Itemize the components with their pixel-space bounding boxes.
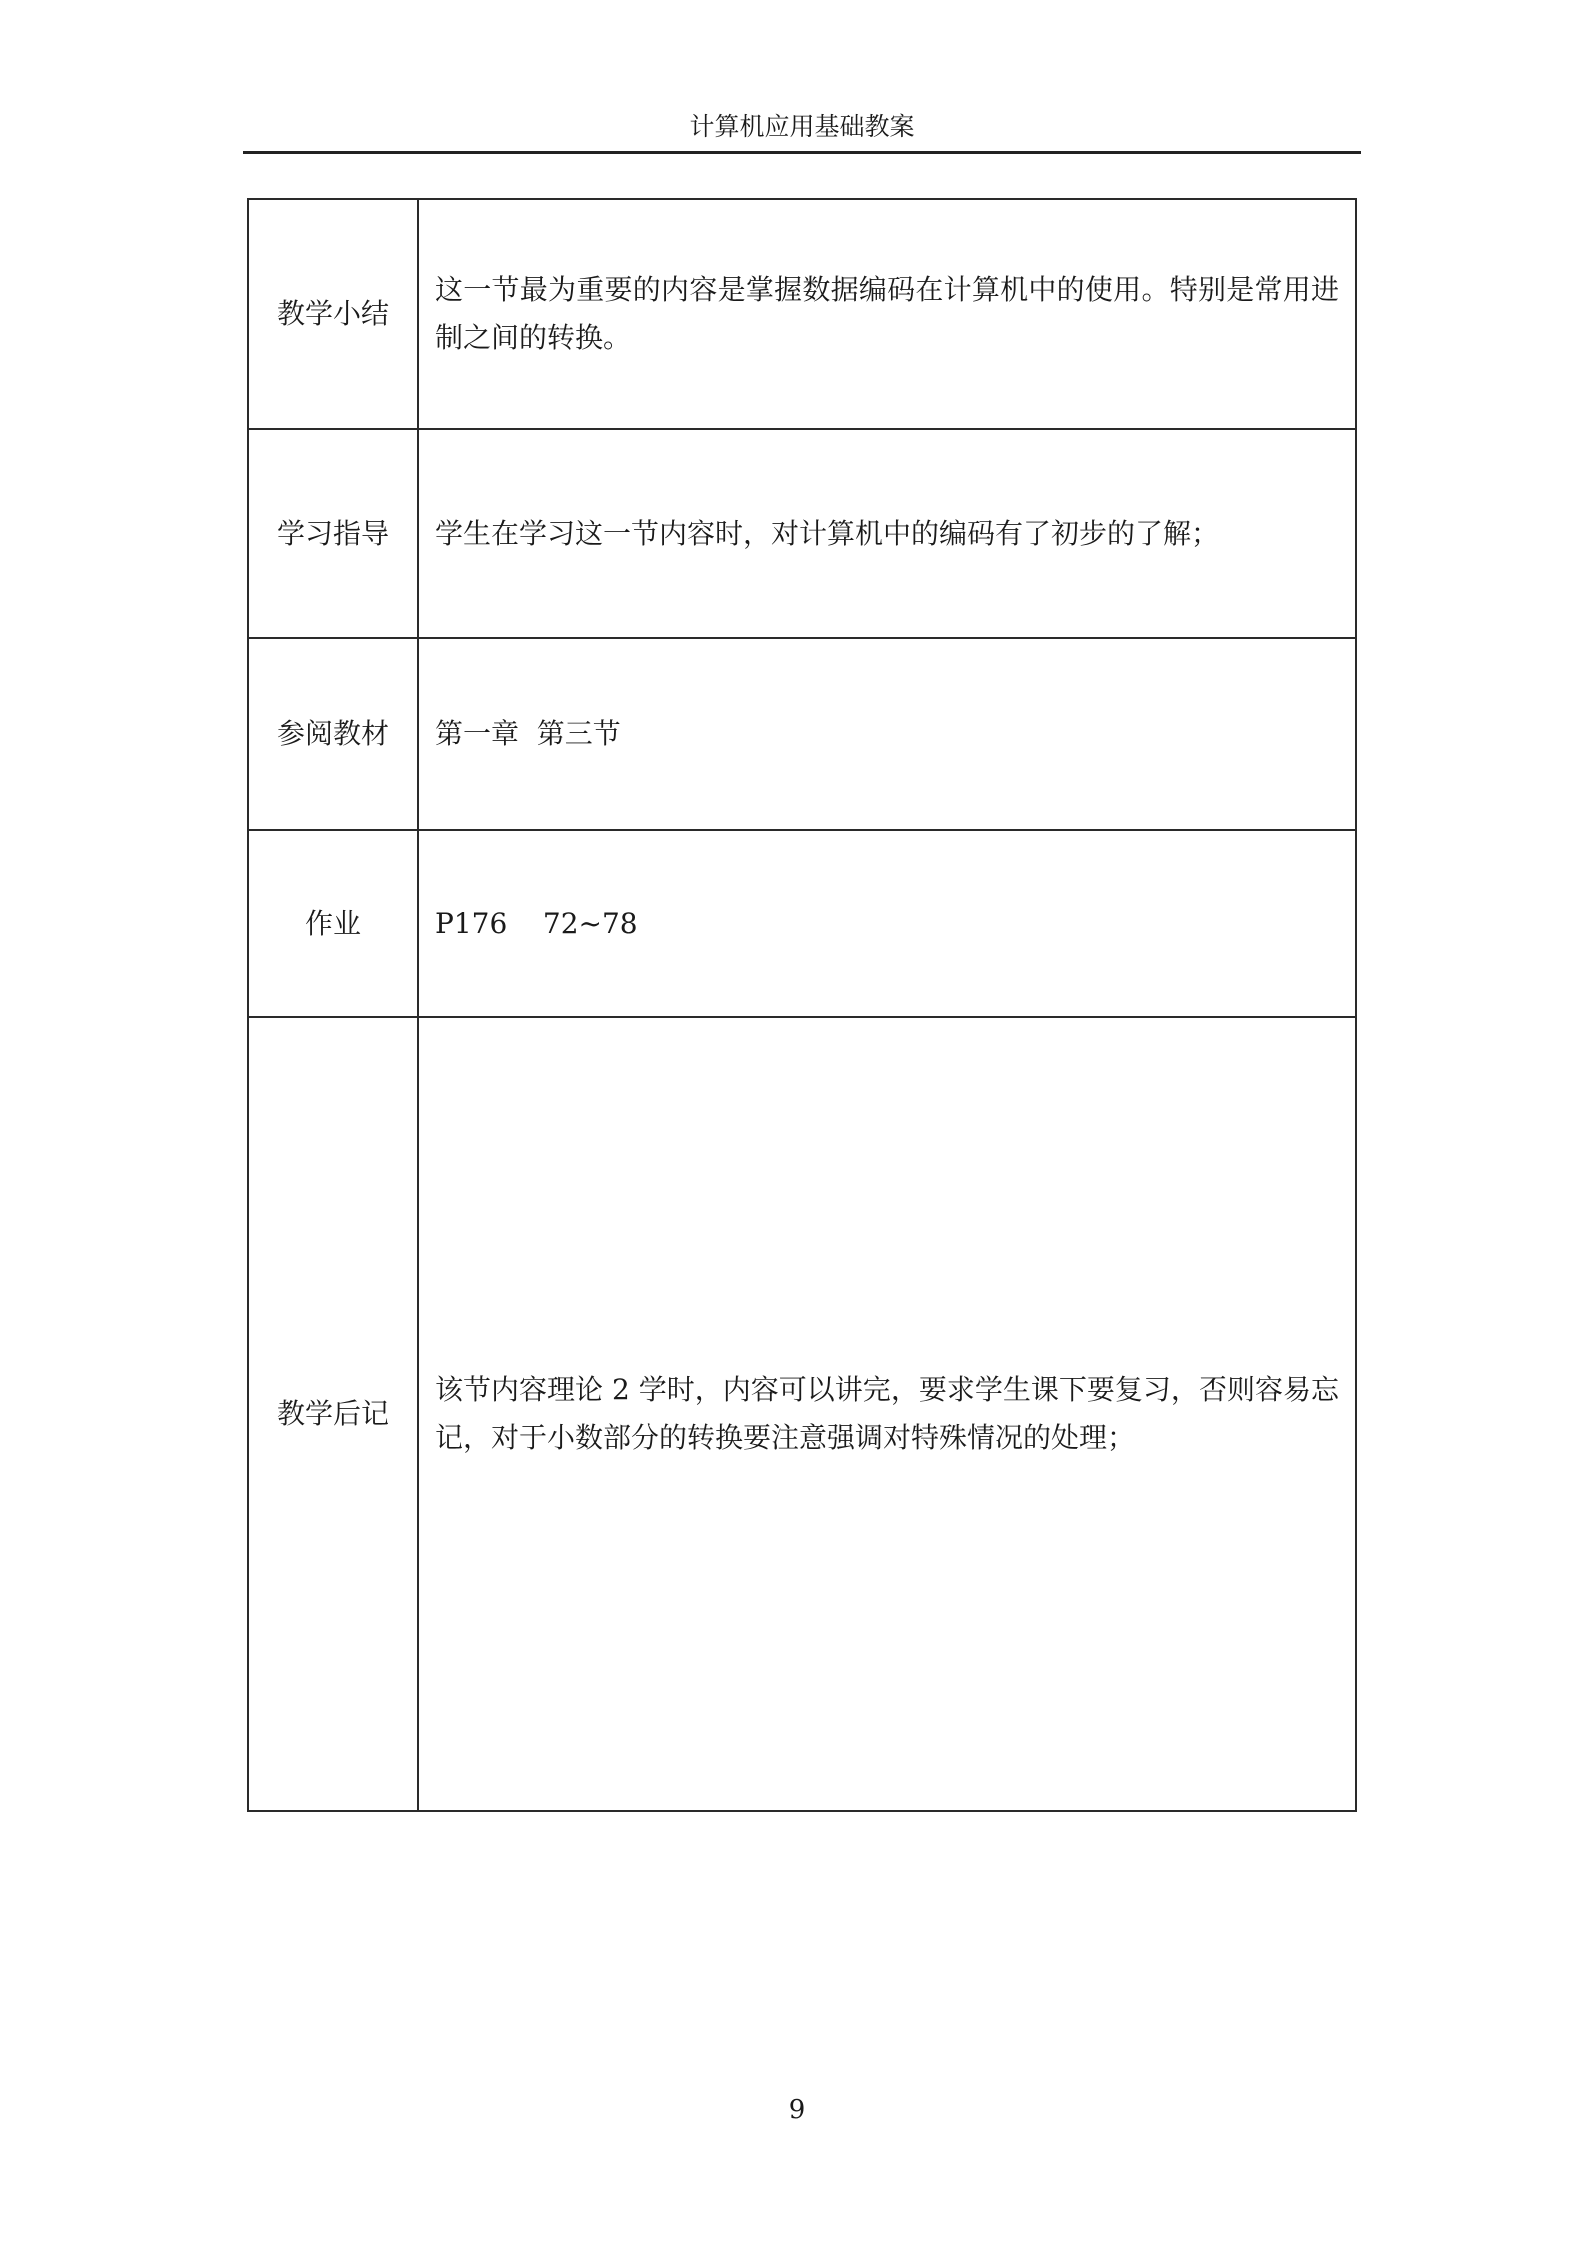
document-title: 计算机应用基础教案 xyxy=(689,112,915,141)
page-number: 9 xyxy=(788,2095,806,2125)
table-row-homework xyxy=(248,830,1356,1017)
table-row-study-guide xyxy=(248,429,1356,638)
lesson-plan-table xyxy=(247,198,1357,1812)
running-header xyxy=(243,110,1361,154)
row-content-study-guide: 学生在学习这一节内容时，对计算机中的编码有了初步的了解； xyxy=(418,429,1356,638)
table-row-reference-textbook xyxy=(248,638,1356,830)
row-content-homework: P176 72~78 xyxy=(418,830,1356,1017)
row-label-teaching-summary: 教学小结 xyxy=(248,199,418,429)
row-content-reference-textbook: 第一章 第三节 xyxy=(418,638,1356,830)
row-label-study-guide: 学习指导 xyxy=(248,429,418,638)
row-label-reference-textbook: 参阅教材 xyxy=(248,638,418,830)
row-content-teaching-summary: 这一节最为重要的内容是掌握数据编码在计算机中的使用。特别是常用进制之间的转换。 xyxy=(418,199,1356,429)
row-content-teaching-notes: 该节内容理论 2 学时，内容可以讲完，要求学生课下要复习，否则容易忘记，对于小数部分的转换要注意强调对特殊情况的处理； xyxy=(418,1017,1356,1811)
table-row-teaching-notes xyxy=(248,1017,1356,1811)
row-label-homework: 作业 xyxy=(248,830,418,1017)
row-label-teaching-notes: 教学后记 xyxy=(248,1017,418,1811)
table-row-teaching-summary xyxy=(248,199,1356,429)
